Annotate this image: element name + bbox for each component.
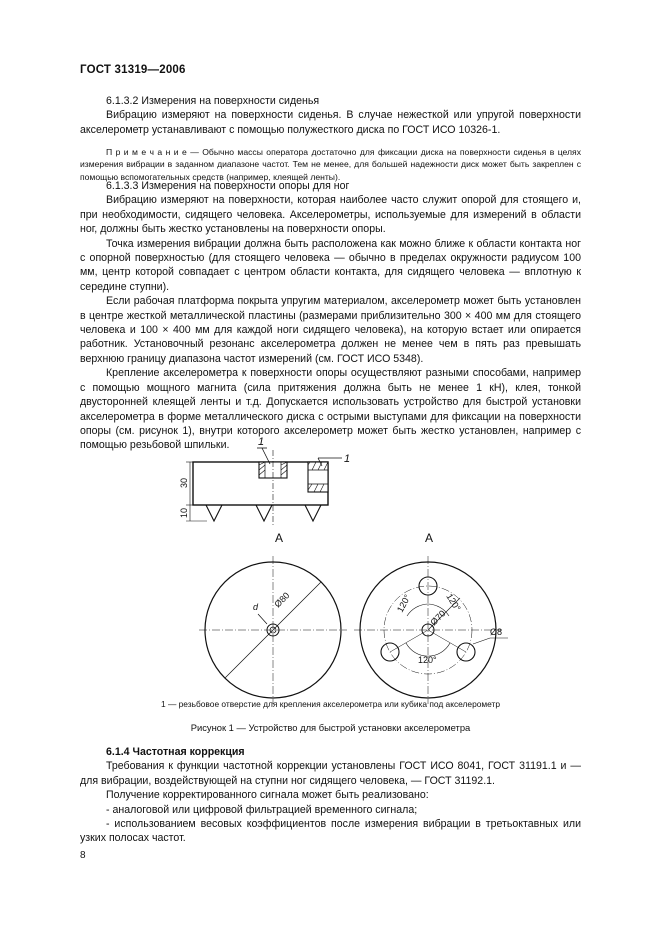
label-1-side: 1 xyxy=(344,453,351,465)
dim-d80: Ø80 xyxy=(272,590,292,610)
view-a-right-label: А xyxy=(425,531,434,545)
section-heading: 6.1.3.3 Измерения на поверхности опоры для ног xyxy=(106,180,350,192)
dim-d70: Ø70 xyxy=(428,608,448,628)
dim-d: d xyxy=(253,602,259,612)
dim-10: 10 xyxy=(179,507,189,518)
paragraph: Получение корректированного сигнала может быть реализовано: xyxy=(106,789,429,802)
spike xyxy=(305,505,321,521)
angle-120-left: 120° xyxy=(394,592,413,614)
paragraph: Вибрацию измеряют на поверхности, которая наиболее часто служит опорой для стоящего и, при необходимости, сидящего человека. Акселерометры, используемые для измерений в области ног, должны быть жестко установлены на поверхности опоры. xyxy=(80,194,581,236)
page-header-title: ГОСТ 31319—2006 xyxy=(80,64,186,76)
spike xyxy=(206,505,222,521)
paragraph: Вибрацию измеряют на поверхности сиденья. В случае нежесткой или упругой поверхности акселерометр устанавливают с помощью полужесткого диска по ГОСТ ИСО 10326-1. xyxy=(80,109,581,136)
section-6-1-3-3 xyxy=(80,179,581,453)
page-number: 8 xyxy=(80,850,86,861)
view-a-left-label: А xyxy=(275,531,284,545)
threaded-hole-side xyxy=(308,462,328,492)
dim-30: 30 xyxy=(179,477,189,488)
figure-caption: Рисунок 1 — Устройство для быстрой установки акселерометра xyxy=(190,722,471,733)
angle-120-right: 120° xyxy=(444,591,463,613)
list-item: - аналоговой или цифровой фильтрацией временного сигнала; xyxy=(106,803,418,816)
section-6-1-3-2 xyxy=(80,94,581,137)
paragraph: Требования к функции частотной коррекции установлены ГОСТ ИСО 8041, ГОСТ 31191.1 и — для вибрации, воздействующей на ступни ног сидящего человека, — ГОСТ 31192.1. xyxy=(80,760,581,787)
note-block xyxy=(80,146,581,183)
figure-1-drawing xyxy=(150,430,530,710)
dim-d8: Ø8 xyxy=(490,627,503,637)
section-6-1-4 xyxy=(80,745,581,846)
list-item: - использованием весовых коэффициентов после измерения вибрации в третьоктавных или узких полосах частот. xyxy=(80,818,581,845)
note-text: П р и м е ч а н и е — Обычно массы оператора достаточно для фиксации диска на поверхности сиденья в целях измерения вибрации в заданном диапазоне частот. Тем не менее, для большей надежности диск может быть закреплен с помощью вспомогательных средств (например, клеящей ленты). xyxy=(80,147,581,182)
paragraph: Точка измерения вибрации должна быть расположена как можно ближе к области контакта ног с опорной поверхностью (для стоящего человека — обычно в пределах окружности радиусом 100 мм, центр которой совпадает с центром области контакта, для сидящего человека — вплотную к середине ступни). xyxy=(80,237,581,293)
spike xyxy=(256,505,272,521)
label-1-top: 1 xyxy=(258,436,265,448)
section-heading: 6.1.4 Частотная коррекция xyxy=(106,746,245,758)
paragraph: Крепление акселерометра к поверхности опоры осуществляют разными способами, например с помощью мощного магнита (сила притяжения должна быть не менее 1 кН), клея, тонкой двусторонней клеящей ленты и т.д. Допускается использовать устройство для быстрой установки акселерометра в форме металлического диска с острыми выступами для фиксации на поверхности опоры (см. рисунок 1), внутри которого акселерометр может быть жестко установлен, например с помощью резьбовой шпильки. xyxy=(80,367,581,452)
section-heading: 6.1.3.2 Измерения на поверхности сиденья xyxy=(106,95,320,107)
figure-legend: 1 — резьбовое отверстие для крепления акселерометра или кубика под акселерометр xyxy=(160,699,501,709)
paragraph: Если рабочая платформа покрыта упругим материалом, акселерометр может быть установлен в центре жесткой металлической пластины (размерами приблизительно 300 × 400 мм для стоящего человека и 100 × 400 мм для каждой ноги сидящего человека), на которую встает или опирается работник. Установочный резонанс акселерометра должен не менее чем в пять раз превышать верхнюю границу диапазона частот измерений (см. ГОСТ ИСО 5348). xyxy=(80,295,581,365)
angle-120-bottom: 120° xyxy=(418,655,437,665)
